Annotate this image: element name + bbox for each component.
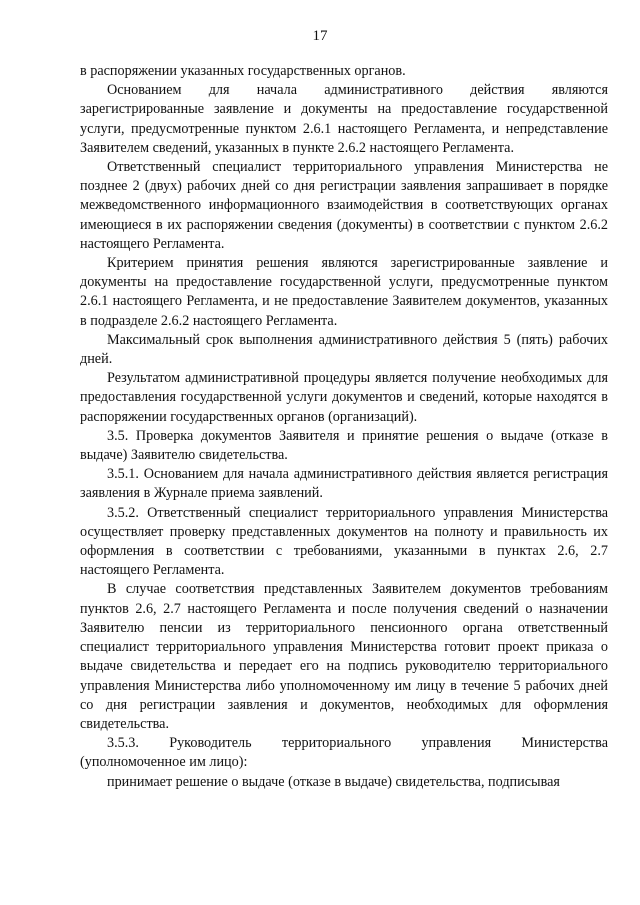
paragraph: Максимальный срок выполнения административного действия 5 (пять) рабочих дней.: [80, 331, 608, 368]
paragraph: 3.5. Проверка документов Заявителя и принятие решения о выдаче (отказе в выдаче) Заявителю свидетельства.: [80, 427, 608, 464]
paragraph: Ответственный специалист территориального управления Министерства не позднее 2 (двух) рабочих дней со дня регистрации заявления запрашивает в порядке межведомственного информационного взаимодействия в соответствующих органах имеющиеся в их распоряжении сведения (документы) в соответствии с пунктом 2.6.2 настоящего Регламента.: [80, 159, 608, 252]
paragraph: 3.5.3. Руководитель территориального управления Министерства (уполномоченное им лицо):: [80, 735, 608, 771]
document-body: [80, 62, 608, 792]
paragraph: Критерием принятия решения являются зарегистрированные заявление и документы на предоставление государственной услуги, предусмотренные пунктом 2.6.1 настоящего Регламента, и не предоставление Заявителем документов, указанных в подразделе 2.6.2 настоящего Регламента.: [80, 255, 608, 329]
paragraph: Результатом административной процедуры является получение необходимых для предоставления государственной услуги документов и сведений, которые находятся в распоряжении государственных органов (организаций).: [80, 370, 608, 425]
paragraph: 3.5.2. Ответственный специалист территориального управления Министерства осуществляет проверку представленных документов на полноту и правильность их оформления в соответствии с требованиями, указанными в пунктах 2.6, 2.7 настоящего Регламента.: [80, 504, 608, 579]
paragraph: в распоряжении указанных государственных органов.: [80, 63, 406, 79]
paragraph: В случае соответствия представленных Заявителем документов требованиям пунктов 2.6, 2.7 настоящего Регламента и после получения сведений о назначении Заявителю пенсии из территориального пенсионного органа ответственный специалист территориального управления Министерства готовит проект приказа о выдаче свидетельства и передает его на подпись руководителю территориального управления Министерства либо уполномоченному им лицу в течение 5 рабочих дней со дня регистрации заявления и документов, необходимых для оформления свидетельства.: [80, 581, 608, 732]
paragraph: принимает решение о выдаче (отказе в выдаче) свидетельства, подписывая: [107, 773, 560, 790]
page-number: 17: [312, 28, 328, 44]
paragraph: 3.5.1. Основанием для начала административного действия является регистрация заявления в Журнале приема заявлений.: [80, 466, 608, 502]
paragraph: Основанием для начала административного действия являются зарегистрированные заявление и документы на предоставление государственной услуги, предусмотренные пунктом 2.6.1 настоящего Регламента, и непредставление Заявителем сведений, указанных в пункте 2.6.2 настоящего Регламента.: [80, 82, 608, 156]
